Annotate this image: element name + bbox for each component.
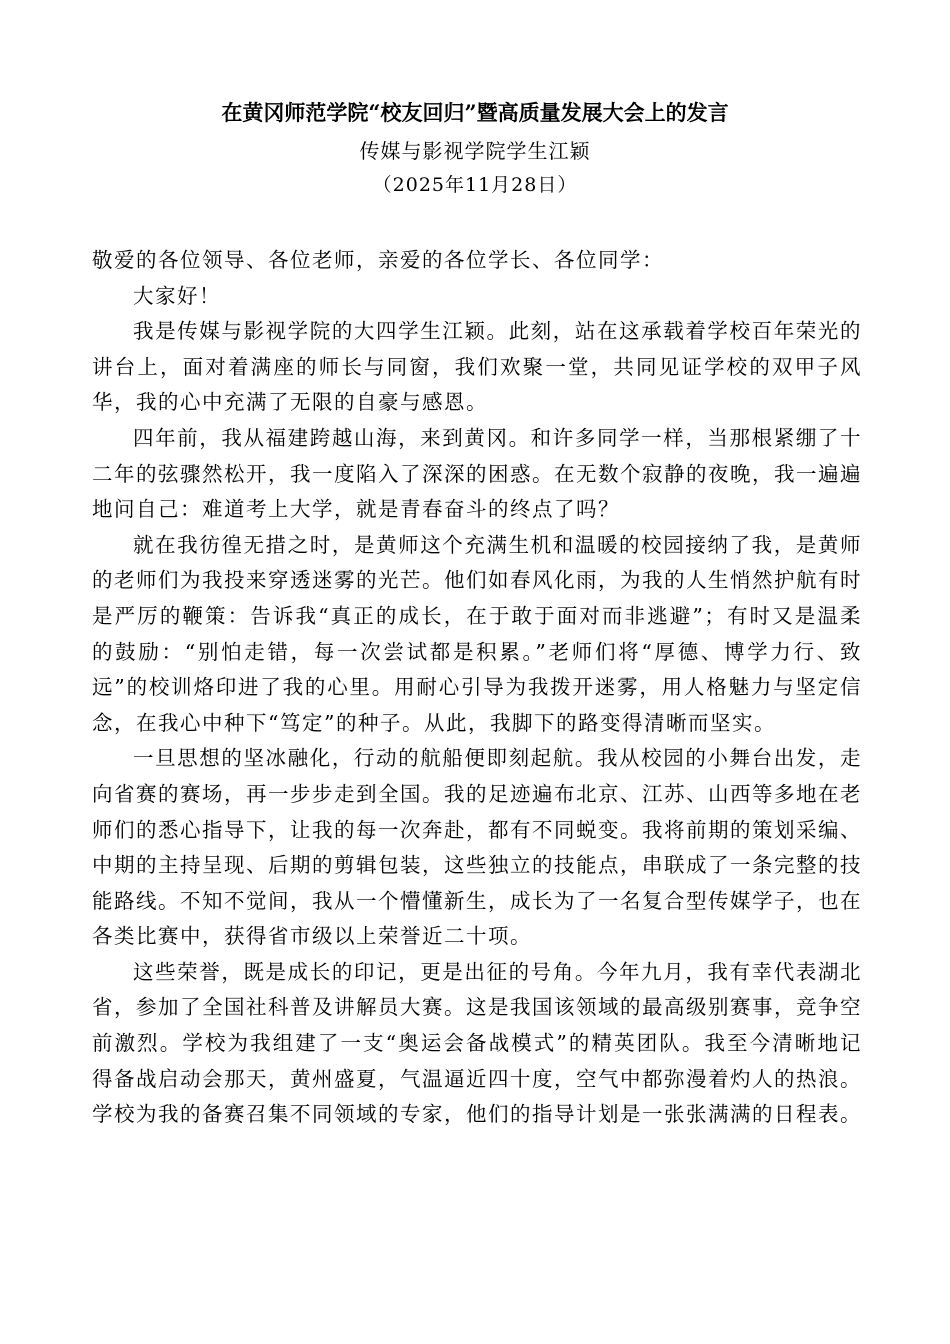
speaker-byline: 传媒与影视学院学生江颖 xyxy=(359,139,591,163)
body-paragraph: 一旦思想的坚冰融化，行动的航船便即刻起航。我从校园的小舞台出发，走向省赛的赛场，再一步步走到全国。我的足迹遍布北京、江苏、山西等多地在老师们的悉心指导下，让我的每一次奔赴，都有不同蜕变。我将前期的策划采编、中期的主持呈现、后期的剪辑包装，这些独立的技能点，串联成了一条完整的技能路线。不知不觉间，我从一个懵懂新生，成长为了一名复合型传媒学子，也在各类比赛中，获得省市级以上荣誉近二十项。 xyxy=(92,746,862,949)
salutation: 敬爱的各位领导、各位老师，亲爱的各位学长、各位同学： xyxy=(92,248,664,272)
document-title: 在黄冈师范学院“校友回归”暨高质量发展大会上的发言 xyxy=(221,100,729,125)
body-paragraph: 四年前，我从福建跨越山海，来到黄冈。和许多同学一样，当那根紧绷了十二年的弦骤然松开，我一度陷入了深深的困惑。在无数个寂静的夜晚，我一遍遍地问自己：难道考上大学，就是青春奋斗的终点了吗？ xyxy=(92,425,862,522)
body-paragraph: 我是传媒与影视学院的大四学生江颖。此刻，站在这承载着学校百年荣光的讲台上，面对着满座的师长与同窗，我们欢聚一堂，共同见证学校的双甲子风华，我的心中充满了无限的自豪与感恩。 xyxy=(92,319,862,415)
greeting-paragraph: 大家好！ xyxy=(133,283,221,308)
body-paragraph: 就在我彷徨无措之时，是黄师这个充满生机和温暖的校园接纳了我，是黄师的老师们为我投来穿透迷雾的光芒。他们如春风化雨，为我的人生悄然护航有时是严厉的鞭策：告诉我“真正的成长，在于敢于面对而非逃避”；有时又是温柔的鼓励：“别怕走错，每一次尝试都是积累。”老师们将“厚德、博学力行、致远”的校训烙印进了我的心里。用耐心引导为我拨开迷雾，用人格魅力与坚定信念，在我心中种下“笃定”的种子。从此，我脚下的路变得清晰而坚实。 xyxy=(92,532,862,735)
speech-date: （2025年11月28日） xyxy=(372,174,578,196)
speech-body xyxy=(92,243,862,1133)
body-paragraph: 这些荣誉，既是成长的印记，更是出征的号角。今年九月，我有幸代表湖北省，参加了全国社科普及讲解员大赛。这是我国该领域的最高级别赛事，竞争空前激烈。学校为我组建了一支“奥运会备战模式”的精英团队。我至今清晰地记得备战启动会那天，黄州盛夏，气温逼近四十度，空气中都弥漫着灼人的热浪。学校为我的备赛召集不同领域的专家，他们的指导计划是一张张满满的日程表。 xyxy=(92,959,862,1127)
